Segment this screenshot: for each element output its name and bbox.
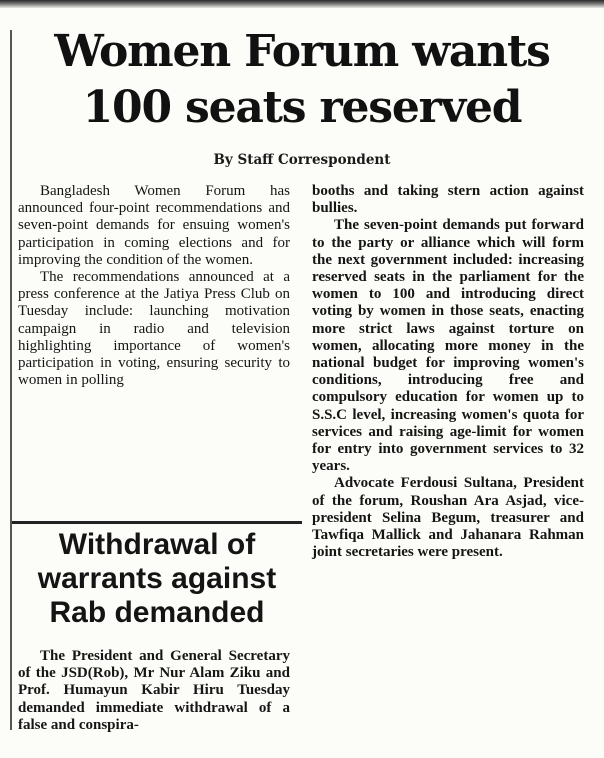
article-paragraph: The recommendations announced at a press conference at the Jatiya Press Club on Tuesday include: launching motivation campaign in radio and television highlighting importance of women's participation in voting, ensuring security to women in polling bbox=[18, 269, 290, 389]
article-paragraph: booths and taking stern action against bullies. bbox=[312, 183, 584, 217]
article-column-right bbox=[312, 183, 584, 561]
second-headline-line-2: warrants against bbox=[37, 562, 277, 595]
byline: By Staff Correspondent bbox=[213, 152, 391, 168]
article-column-left bbox=[18, 183, 290, 389]
section-divider bbox=[12, 521, 302, 524]
second-article-body bbox=[18, 648, 290, 734]
second-headline-line-3: Rab demanded bbox=[49, 596, 265, 629]
second-headline bbox=[12, 528, 302, 630]
second-headline-line-1: Withdrawal of bbox=[58, 528, 256, 561]
page-top-edge bbox=[0, 0, 604, 8]
article-paragraph: Advocate Ferdousi Sultana, President of the forum, Roushan Ara Asjad, vice-president Selina Begum, treasurer and Tawfiqa Mallick and Jahanara Rahman joint secretaries were present. bbox=[312, 475, 584, 561]
article-paragraph: The President and General Secretary of the JSD(Rob), Mr Nur Alam Ziku and Prof. Humayun Kabir Hiru Tuesday demanded immediate withdrawal of a false and conspira- bbox=[18, 648, 290, 733]
page-bottom-edge bbox=[0, 744, 604, 758]
headline-line-2: 100 seats reserved bbox=[82, 82, 522, 133]
article-paragraph: The seven-point demands put forward to the party or alliance which will form the next government included: increasing reserved seats in the parliament for the women to 100 and introducing direct voting by women in those seats, enacting more strict laws against torture on women, allocating more money in the national budget for improving women's conditions, introducing free and compulsory education for women up to S.S.C level, increasing women's quota for services and raising age-limit for women for entry into government services to 32 years. bbox=[312, 217, 584, 475]
article-paragraph: Bangladesh Women Forum has announced four-point recommendations and seven-point demands for ensuing women's participation in coming elections and for improving the condition of the women. bbox=[18, 183, 290, 268]
headline bbox=[0, 24, 604, 136]
headline-line-1: Women Forum wants bbox=[54, 26, 550, 77]
